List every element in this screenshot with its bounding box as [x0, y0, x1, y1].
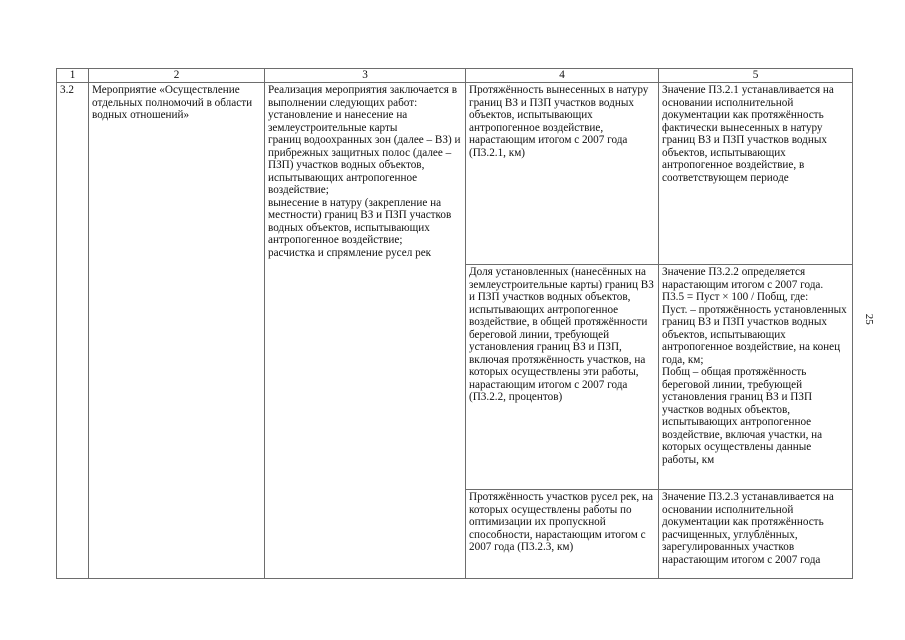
header-cell-1: 1 — [57, 69, 89, 83]
indicator-name-cell: Протяжённость вынесенных в натуру границ ВЗ и ПЗП участков водных объектов, испытывающих антропогенное воздействие, нарастающим итогом с 2007 года (П3.2.1, км) — [466, 83, 659, 265]
indicators-table — [56, 68, 853, 579]
indicator-name-cell: Протяжённость участков русел рек, на которых осуществлены работы по оптимизации их пропускной способности, нарастающим итогом с 2007 года (П3.2.3, км) — [466, 490, 659, 579]
indicator-method-cell: Значение П3.2.2 определяется нарастающим итогом с 2007 года. П3.5 = Пуст × 100 / Побщ, где: Пуст. – протяжённость установленных границ ВЗ и ПЗП участков водных объектов, испытывающих антропогенное воздействие, на конец года, км; Побщ – общая протяжённость береговой линии, требующей установления границ ВЗ и ПЗП участков водных объектов, испытывающих антропогенное воздействие, включая участки, на которых осуществлены данные работы, км — [659, 265, 853, 490]
page-number: 25 — [862, 313, 875, 325]
measure-name-cell: Мероприятие «Осуществление отдельных полномочий в области водных отношений» — [89, 83, 265, 579]
indicator-name-cell: Доля установленных (нанесённых на землеустроительные карты) границ ВЗ и ПЗП участков водных объектов, испытывающих антропогенное воздействие, в общей протяжённости береговой линии, требующей установления границ ВЗ и ПЗП, включая протяжённость участков, на которых осуществлены эти работы, нарастающим итогом с 2007 года (П3.2.2, процентов) — [466, 265, 659, 490]
indicator-method-cell: Значение П3.2.1 устанавливается на основании исполнительной документации как протяжённость фактически вынесенных в натуру границ ВЗ и ПЗП участков водных объектов, испытывающих антропогенное воздействие, в соответствующем периоде — [659, 83, 853, 265]
indicator-method-cell: Значение П3.2.3 устанавливается на основании исполнительной документации как протяжённость расчищенных, углублённых, зарегулированных участков нарастающим итогом с 2007 года — [659, 490, 853, 579]
header-cell-5: 5 — [659, 69, 853, 83]
header-cell-4: 4 — [466, 69, 659, 83]
table-header-row — [57, 69, 853, 83]
table-row — [57, 83, 853, 265]
row-number-cell: 3.2 — [57, 83, 89, 579]
header-cell-2: 2 — [89, 69, 265, 83]
measure-description-cell: Реализация мероприятия заключается в выполнении следующих работ: установление и нанесение на землеустроительные карты границ водоохранных зон (далее – ВЗ) и прибрежных защитных полос (далее – ПЗП) участков водных объектов, испытывающих антропогенное воздействие; вынесение в натуру (закрепление на местности) границ ВЗ и ПЗП участков водных объектов, испытывающих антропогенное воздействие; расчистка и спрямление русел рек — [265, 83, 466, 579]
header-cell-3: 3 — [265, 69, 466, 83]
